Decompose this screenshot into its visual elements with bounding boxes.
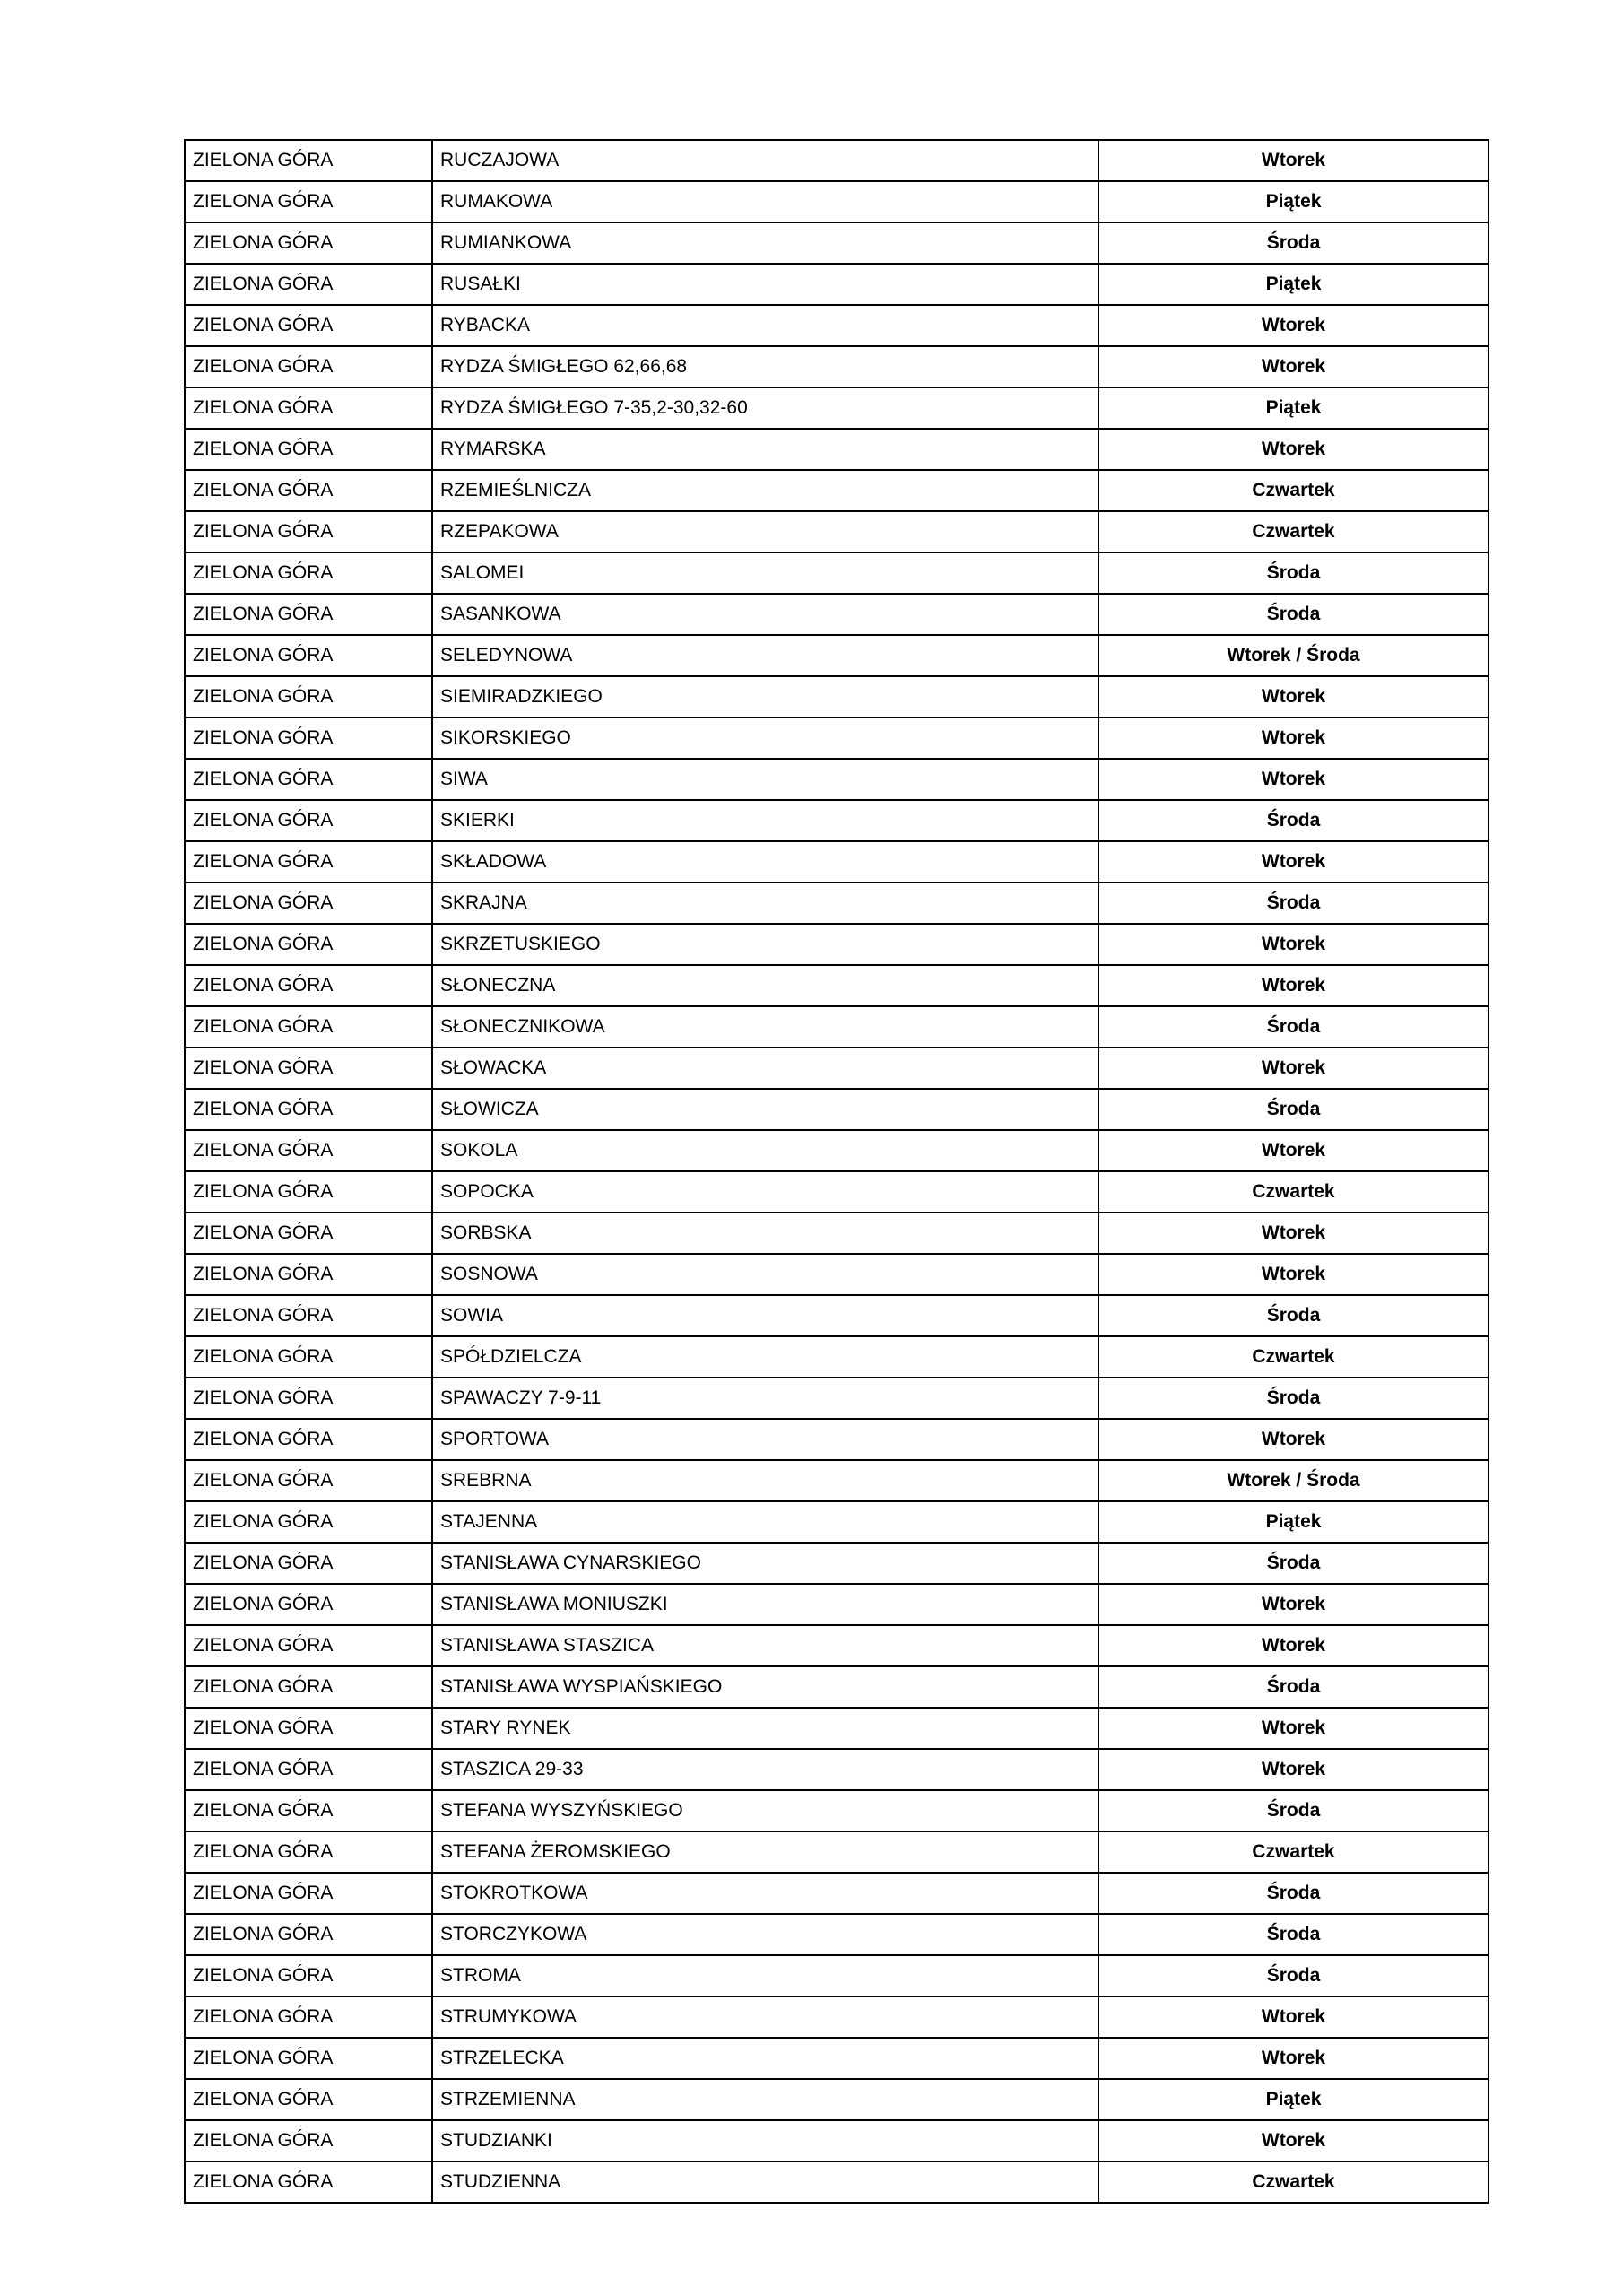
table-row [185,1419,1488,1460]
cell-collection-day: Wtorek [1098,676,1488,718]
cell-city: ZIELONA GÓRA [185,305,432,346]
table-row [185,1254,1488,1295]
table-row [185,594,1488,635]
cell-street: SŁOWICZA [432,1089,1098,1130]
table-row [185,800,1488,841]
table-row [185,346,1488,387]
table-row [185,718,1488,759]
table-row [185,1543,1488,1584]
cell-street: SPÓŁDZIELCZA [432,1336,1098,1378]
table-row [185,1171,1488,1213]
cell-collection-day: Wtorek [1098,2038,1488,2079]
cell-collection-day: Wtorek [1098,924,1488,965]
cell-city: ZIELONA GÓRA [185,511,432,552]
cell-collection-day: Środa [1098,1914,1488,1955]
cell-collection-day: Wtorek [1098,1048,1488,1089]
cell-city: ZIELONA GÓRA [185,1831,432,1873]
cell-city: ZIELONA GÓRA [185,1501,432,1543]
cell-collection-day: Środa [1098,1295,1488,1336]
cell-collection-day: Środa [1098,552,1488,594]
table-row [185,924,1488,965]
cell-city: ZIELONA GÓRA [185,1048,432,1089]
cell-city: ZIELONA GÓRA [185,1378,432,1419]
cell-collection-day: Środa [1098,594,1488,635]
cell-collection-day: Środa [1098,222,1488,264]
cell-street: STEFANA WYSZYŃSKIEGO [432,1790,1098,1831]
table-row [185,222,1488,264]
cell-city: ZIELONA GÓRA [185,1996,432,2038]
cell-street: STROMA [432,1955,1098,1996]
cell-collection-day: Wtorek [1098,1996,1488,2038]
table-row [185,883,1488,924]
cell-street: SPORTOWA [432,1419,1098,1460]
cell-city: ZIELONA GÓRA [185,2120,432,2161]
cell-collection-day: Czwartek [1098,1831,1488,1873]
cell-city: ZIELONA GÓRA [185,1460,432,1501]
cell-street: RYBACKA [432,305,1098,346]
cell-street: RZEPAKOWA [432,511,1098,552]
cell-city: ZIELONA GÓRA [185,387,432,429]
cell-street: STANISŁAWA STASZICA [432,1625,1098,1666]
cell-city: ZIELONA GÓRA [185,883,432,924]
table-row [185,1584,1488,1625]
table-row [185,1501,1488,1543]
cell-street: SKŁADOWA [432,841,1098,883]
cell-street: STANISŁAWA WYSPIAŃSKIEGO [432,1666,1098,1708]
cell-collection-day: Wtorek [1098,1419,1488,1460]
table-row [185,1378,1488,1419]
cell-collection-day: Wtorek [1098,1625,1488,1666]
cell-street: RUCZAJOWA [432,140,1098,181]
cell-city: ZIELONA GÓRA [185,1584,432,1625]
cell-collection-day: Środa [1098,1378,1488,1419]
cell-city: ZIELONA GÓRA [185,1543,432,1584]
table-row [185,676,1488,718]
cell-collection-day: Piątek [1098,1501,1488,1543]
cell-collection-day: Czwartek [1098,1171,1488,1213]
table-row [185,2079,1488,2120]
cell-city: ZIELONA GÓRA [185,718,432,759]
cell-street: RUMIANKOWA [432,222,1098,264]
cell-street: STANISŁAWA MONIUSZKI [432,1584,1098,1625]
cell-city: ZIELONA GÓRA [185,1089,432,1130]
cell-collection-day: Czwartek [1098,1336,1488,1378]
table-row [185,305,1488,346]
cell-street: STOKROTKOWA [432,1873,1098,1914]
cell-city: ZIELONA GÓRA [185,346,432,387]
cell-collection-day: Czwartek [1098,470,1488,511]
table-row [185,264,1488,305]
cell-street: STRUMYKOWA [432,1996,1098,2038]
cell-street: SOWIA [432,1295,1098,1336]
cell-city: ZIELONA GÓRA [185,2079,432,2120]
table-row [185,1790,1488,1831]
table-row [185,1213,1488,1254]
table-row [185,1914,1488,1955]
cell-city: ZIELONA GÓRA [185,1419,432,1460]
cell-collection-day: Środa [1098,1543,1488,1584]
cell-street: SIWA [432,759,1098,800]
cell-street: STRZELECKA [432,2038,1098,2079]
cell-city: ZIELONA GÓRA [185,1914,432,1955]
cell-city: ZIELONA GÓRA [185,1873,432,1914]
cell-street: RZEMIEŚLNICZA [432,470,1098,511]
cell-collection-day: Wtorek [1098,1213,1488,1254]
cell-city: ZIELONA GÓRA [185,924,432,965]
cell-street: SŁONECZNA [432,965,1098,1006]
cell-city: ZIELONA GÓRA [185,635,432,676]
table-row [185,470,1488,511]
cell-city: ZIELONA GÓRA [185,676,432,718]
cell-city: ZIELONA GÓRA [185,800,432,841]
cell-city: ZIELONA GÓRA [185,429,432,470]
cell-collection-day: Wtorek [1098,841,1488,883]
table-row [185,965,1488,1006]
cell-street: SŁOWACKA [432,1048,1098,1089]
cell-city: ZIELONA GÓRA [185,2038,432,2079]
cell-street: STAJENNA [432,1501,1098,1543]
table-row [185,635,1488,676]
table-row [185,1295,1488,1336]
table-row [185,429,1488,470]
cell-city: ZIELONA GÓRA [185,1625,432,1666]
cell-city: ZIELONA GÓRA [185,1336,432,1378]
cell-street: SELEDYNOWA [432,635,1098,676]
cell-street: RUSAŁKI [432,264,1098,305]
cell-collection-day: Środa [1098,1790,1488,1831]
table-row [185,1625,1488,1666]
cell-city: ZIELONA GÓRA [185,1955,432,1996]
cell-collection-day: Piątek [1098,181,1488,222]
cell-collection-day: Wtorek [1098,1130,1488,1171]
cell-city: ZIELONA GÓRA [185,181,432,222]
cell-street: SOKOLA [432,1130,1098,1171]
cell-collection-day: Wtorek / Środa [1098,1460,1488,1501]
table-row [185,1336,1488,1378]
cell-collection-day: Czwartek [1098,2161,1488,2203]
schedule-table-wrapper [184,139,1439,2204]
cell-city: ZIELONA GÓRA [185,1295,432,1336]
table-row [185,1996,1488,2038]
cell-street: RYDZA ŚMIGŁEGO 7-35,2-30,32-60 [432,387,1098,429]
table-row [185,387,1488,429]
table-row [185,2161,1488,2203]
cell-city: ZIELONA GÓRA [185,965,432,1006]
cell-collection-day: Wtorek [1098,2120,1488,2161]
cell-collection-day: Wtorek [1098,1584,1488,1625]
cell-street: SKRAJNA [432,883,1098,924]
cell-street: SKRZETUSKIEGO [432,924,1098,965]
cell-street: SREBRNA [432,1460,1098,1501]
table-row [185,1130,1488,1171]
cell-street: SŁONECZNIKOWA [432,1006,1098,1048]
cell-city: ZIELONA GÓRA [185,1254,432,1295]
cell-city: ZIELONA GÓRA [185,1006,432,1048]
cell-city: ZIELONA GÓRA [185,1130,432,1171]
cell-collection-day: Wtorek [1098,965,1488,1006]
table-row [185,1749,1488,1790]
cell-collection-day: Środa [1098,800,1488,841]
cell-collection-day: Środa [1098,883,1488,924]
cell-collection-day: Wtorek [1098,1708,1488,1749]
cell-street: RUMAKOWA [432,181,1098,222]
cell-street: STUDZIANKI [432,2120,1098,2161]
schedule-table-body [185,140,1488,2203]
cell-city: ZIELONA GÓRA [185,594,432,635]
cell-street: SASANKOWA [432,594,1098,635]
table-row [185,1048,1488,1089]
cell-city: ZIELONA GÓRA [185,841,432,883]
cell-collection-day: Wtorek [1098,718,1488,759]
cell-city: ZIELONA GÓRA [185,2161,432,2203]
cell-collection-day: Wtorek [1098,1254,1488,1295]
cell-street: SKIERKI [432,800,1098,841]
cell-street: STUDZIENNA [432,2161,1098,2203]
cell-collection-day: Środa [1098,1666,1488,1708]
cell-street: STASZICA 29-33 [432,1749,1098,1790]
cell-collection-day: Środa [1098,1089,1488,1130]
table-row [185,140,1488,181]
cell-collection-day: Wtorek [1098,429,1488,470]
table-row [185,1089,1488,1130]
cell-street: SALOMEI [432,552,1098,594]
table-row [185,181,1488,222]
cell-street: SORBSKA [432,1213,1098,1254]
cell-city: ZIELONA GÓRA [185,470,432,511]
table-row [185,1006,1488,1048]
cell-collection-day: Wtorek [1098,140,1488,181]
cell-street: STRZEMIENNA [432,2079,1098,2120]
table-row [185,2120,1488,2161]
cell-street: SPAWACZY 7-9-11 [432,1378,1098,1419]
cell-street: STARY RYNEK [432,1708,1098,1749]
table-row [185,2038,1488,2079]
cell-city: ZIELONA GÓRA [185,1171,432,1213]
table-row [185,1460,1488,1501]
cell-street: RYMARSKA [432,429,1098,470]
cell-street: STORCZYKOWA [432,1914,1098,1955]
table-row [185,1708,1488,1749]
cell-collection-day: Wtorek / Środa [1098,635,1488,676]
table-row [185,1831,1488,1873]
cell-city: ZIELONA GÓRA [185,140,432,181]
table-row [185,1666,1488,1708]
table-row [185,511,1488,552]
cell-collection-day: Środa [1098,1006,1488,1048]
cell-collection-day: Piątek [1098,2079,1488,2120]
table-row [185,1873,1488,1914]
cell-city: ZIELONA GÓRA [185,759,432,800]
cell-city: ZIELONA GÓRA [185,552,432,594]
cell-collection-day: Wtorek [1098,346,1488,387]
cell-street: SOPOCKA [432,1171,1098,1213]
cell-collection-day: Czwartek [1098,511,1488,552]
cell-street: SOSNOWA [432,1254,1098,1295]
cell-collection-day: Wtorek [1098,1749,1488,1790]
cell-street: RYDZA ŚMIGŁEGO 62,66,68 [432,346,1098,387]
cell-collection-day: Piątek [1098,264,1488,305]
cell-street: SIEMIRADZKIEGO [432,676,1098,718]
cell-collection-day: Piątek [1098,387,1488,429]
cell-street: STANISŁAWA CYNARSKIEGO [432,1543,1098,1584]
cell-collection-day: Wtorek [1098,759,1488,800]
cell-collection-day: Wtorek [1098,305,1488,346]
cell-city: ZIELONA GÓRA [185,1790,432,1831]
cell-city: ZIELONA GÓRA [185,222,432,264]
cell-collection-day: Środa [1098,1873,1488,1914]
cell-collection-day: Środa [1098,1955,1488,1996]
cell-city: ZIELONA GÓRA [185,264,432,305]
cell-street: STEFANA ŻEROMSKIEGO [432,1831,1098,1873]
table-row [185,552,1488,594]
cell-street: SIKORSKIEGO [432,718,1098,759]
table-row [185,759,1488,800]
cell-city: ZIELONA GÓRA [185,1749,432,1790]
cell-city: ZIELONA GÓRA [185,1666,432,1708]
table-row [185,841,1488,883]
cell-city: ZIELONA GÓRA [185,1708,432,1749]
table-row [185,1955,1488,1996]
cell-city: ZIELONA GÓRA [185,1213,432,1254]
waste-collection-schedule-table [184,139,1489,2204]
